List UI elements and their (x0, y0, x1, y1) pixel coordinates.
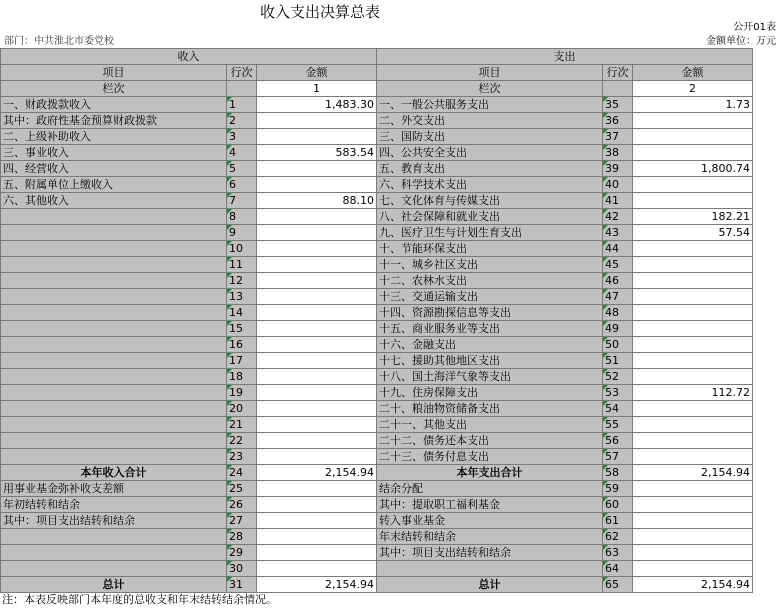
table-row (1, 369, 753, 385)
table-row (1, 289, 753, 305)
income-amount-cell[interactable]: 583.54 (257, 145, 377, 161)
income-amount-cell[interactable] (257, 561, 377, 577)
income-line-number: 3 (227, 129, 257, 145)
income-item-label (1, 225, 227, 241)
department-label: 部门：中共淮北市委党校 (4, 36, 114, 47)
expense-line-number: 62 (603, 529, 633, 545)
income-line-number: 5 (227, 161, 257, 177)
expense-item-label: 十二、农林水支出 (377, 273, 603, 289)
table-row (1, 401, 753, 417)
income-item-label: 四、经营收入 (1, 161, 227, 177)
expense-amount-cell[interactable] (633, 529, 753, 545)
income-line-number: 31 (227, 577, 257, 593)
table-row (1, 241, 753, 257)
expense-col-index: 2 (633, 81, 753, 97)
expense-amount-cell[interactable]: 182.21 (633, 209, 753, 225)
income-item-label: 年初结转和结余 (1, 497, 227, 513)
form-code: 公开01表 (733, 22, 776, 33)
expense-item-label: 总计 (377, 577, 603, 593)
expense-item-label: 十八、国土海洋气象等支出 (377, 369, 603, 385)
expense-amount-cell[interactable] (633, 449, 753, 465)
income-section-header: 收入 (1, 49, 377, 65)
expense-amount-cell[interactable] (633, 289, 753, 305)
income-line-number: 26 (227, 497, 257, 513)
table-row (1, 177, 753, 193)
income-line-number: 4 (227, 145, 257, 161)
income-amount-cell[interactable] (257, 209, 377, 225)
expense-amount-cell[interactable]: 112.72 (633, 385, 753, 401)
expense-amount-cell[interactable] (633, 129, 753, 145)
income-item-label: 其中：政府性基金预算财政拨款 (1, 113, 227, 129)
income-amount-cell[interactable] (257, 529, 377, 545)
expense-line-number: 61 (603, 513, 633, 529)
income-item-label (1, 337, 227, 353)
table-row (1, 385, 753, 401)
income-item-label: 总计 (1, 577, 227, 593)
expense-item-label: 四、公共安全支出 (377, 145, 603, 161)
income-item-label (1, 353, 227, 369)
expense-section-header: 支出 (377, 49, 753, 65)
expense-item-label: 十四、资源勘探信息等支出 (377, 305, 603, 321)
table-row (1, 209, 753, 225)
income-item-label (1, 369, 227, 385)
expense-item-header: 项目 (377, 65, 603, 81)
income-amount-cell[interactable] (257, 241, 377, 257)
table-row (1, 513, 753, 529)
income-item-label (1, 417, 227, 433)
table-row (1, 273, 753, 289)
expense-amount-cell[interactable]: 1.73 (633, 97, 753, 113)
income-line-number: 16 (227, 337, 257, 353)
income-line-number: 29 (227, 545, 257, 561)
expense-amount-cell[interactable]: 1,800.74 (633, 161, 753, 177)
income-item-label (1, 529, 227, 545)
income-item-label (1, 545, 227, 561)
section-header-row (1, 49, 753, 65)
expense-item-label: 二十三、债务付息支出 (377, 449, 603, 465)
income-line-number: 13 (227, 289, 257, 305)
income-amount-cell[interactable] (257, 497, 377, 513)
income-line-number: 21 (227, 417, 257, 433)
expense-amount-cell[interactable]: 2,154.94 (633, 577, 753, 593)
expense-line-number: 35 (603, 97, 633, 113)
income-amount-header: 金额 (257, 65, 377, 81)
expense-amount-cell[interactable] (633, 257, 753, 273)
income-amount-cell[interactable] (257, 113, 377, 129)
table-row (1, 529, 753, 545)
income-line-number: 1 (227, 97, 257, 113)
income-line-number: 28 (227, 529, 257, 545)
expense-amount-cell[interactable] (633, 545, 753, 561)
income-line-number: 2 (227, 113, 257, 129)
income-line-number: 11 (227, 257, 257, 273)
income-amount-cell[interactable] (257, 257, 377, 273)
income-item-label: 本年收入合计 (1, 465, 227, 481)
income-amount-cell[interactable] (257, 273, 377, 289)
income-line-number: 27 (227, 513, 257, 529)
income-line-number: 30 (227, 561, 257, 577)
expense-item-label: 九、医疗卫生与计划生育支出 (377, 225, 603, 241)
report-title: 收入支出决算总表 (259, 3, 380, 21)
income-amount-cell[interactable] (257, 385, 377, 401)
footnote: 注：本表反映部门本年度的总收支和年末结转结余情况。 (2, 593, 277, 606)
table-row (1, 433, 753, 449)
expense-item-label: 十九、住房保障支出 (377, 385, 603, 401)
income-item-label (1, 209, 227, 225)
table-row (1, 161, 753, 177)
income-amount-cell[interactable] (257, 337, 377, 353)
income-col-index: 1 (257, 81, 377, 97)
income-item-label: 三、事业收入 (1, 145, 227, 161)
unit-label: 金额单位：万元 (706, 36, 776, 47)
expense-amount-cell[interactable] (633, 273, 753, 289)
expense-amount-cell[interactable] (633, 401, 753, 417)
expense-amount-cell[interactable]: 2,154.94 (633, 465, 753, 481)
table-row (1, 577, 753, 593)
expense-item-label: 二十二、债务还本支出 (377, 433, 603, 449)
income-line-number: 17 (227, 353, 257, 369)
expense-amount-cell[interactable] (633, 369, 753, 385)
expense-item-label: 七、文化体育与传媒支出 (377, 193, 603, 209)
expense-line-number: 57 (603, 449, 633, 465)
expense-item-label: 十六、金融支出 (377, 337, 603, 353)
table-row (1, 497, 753, 513)
expense-line-number: 43 (603, 225, 633, 241)
expense-amount-cell[interactable] (633, 177, 753, 193)
table-row (1, 449, 753, 465)
expense-line-number: 47 (603, 289, 633, 305)
income-item-label (1, 561, 227, 577)
expense-line-number: 36 (603, 113, 633, 129)
expense-item-label: 十七、援助其他地区支出 (377, 353, 603, 369)
income-line-number: 24 (227, 465, 257, 481)
expense-item-label: 其中：提取职工福利基金 (377, 497, 603, 513)
expense-amount-cell[interactable] (633, 433, 753, 449)
table-row (1, 305, 753, 321)
expense-item-label: 十五、商业服务业等支出 (377, 321, 603, 337)
income-item-label: 五、附属单位上缴收入 (1, 177, 227, 193)
expense-amount-cell[interactable] (633, 305, 753, 321)
expense-line-number: 54 (603, 401, 633, 417)
expense-line-number: 38 (603, 145, 633, 161)
expense-amount-cell[interactable]: 57.54 (633, 225, 753, 241)
income-item-label (1, 257, 227, 273)
expense-item-label: 二十一、其他支出 (377, 417, 603, 433)
column-index-row (1, 81, 753, 97)
expense-item-label: 年末结转和结余 (377, 529, 603, 545)
income-item-label (1, 273, 227, 289)
income-col-label: 栏次 (1, 81, 227, 97)
expense-line-number: 55 (603, 417, 633, 433)
expense-line-number: 37 (603, 129, 633, 145)
income-line-number: 6 (227, 177, 257, 193)
income-item-label (1, 433, 227, 449)
expense-line-number: 56 (603, 433, 633, 449)
expense-line-number: 40 (603, 177, 633, 193)
table-row (1, 257, 753, 273)
expense-item-label: 本年支出合计 (377, 465, 603, 481)
income-line-number: 15 (227, 321, 257, 337)
expense-amount-cell[interactable] (633, 337, 753, 353)
income-amount-cell[interactable] (257, 161, 377, 177)
income-amount-cell[interactable] (257, 449, 377, 465)
expense-line-number: 65 (603, 577, 633, 593)
expense-amount-header: 金额 (633, 65, 753, 81)
table-row (1, 97, 753, 113)
expense-col-label: 栏次 (377, 81, 603, 97)
expense-amount-cell[interactable] (633, 321, 753, 337)
income-line-number: 10 (227, 241, 257, 257)
table-row (1, 545, 753, 561)
expense-line-number: 53 (603, 385, 633, 401)
table-row (1, 337, 753, 353)
income-amount-cell[interactable] (257, 433, 377, 449)
expense-line-number: 45 (603, 257, 633, 273)
income-item-label: 一、财政拨款收入 (1, 97, 227, 113)
table-row (1, 113, 753, 129)
income-amount-cell[interactable]: 88.10 (257, 193, 377, 209)
expense-col-line-blank (603, 81, 633, 97)
expense-amount-cell[interactable] (633, 481, 753, 497)
income-amount-cell[interactable] (257, 417, 377, 433)
income-amount-cell[interactable]: 2,154.94 (257, 577, 377, 593)
income-item-label (1, 305, 227, 321)
expense-item-label: 十一、城乡社区支出 (377, 257, 603, 273)
expense-item-label: 三、国防支出 (377, 129, 603, 145)
income-item-label (1, 289, 227, 305)
expense-line-number: 58 (603, 465, 633, 481)
income-amount-cell[interactable] (257, 305, 377, 321)
expense-line-number: 50 (603, 337, 633, 353)
income-item-label: 用事业基金弥补收支差额 (1, 481, 227, 497)
income-col-line-blank (227, 81, 257, 97)
income-expense-table (0, 48, 753, 593)
expense-amount-cell[interactable] (633, 513, 753, 529)
table-row (1, 465, 753, 481)
income-line-number: 25 (227, 481, 257, 497)
income-amount-cell[interactable] (257, 369, 377, 385)
expense-item-label: 十、节能环保支出 (377, 241, 603, 257)
expense-line-number: 46 (603, 273, 633, 289)
income-line-number: 14 (227, 305, 257, 321)
expense-amount-cell[interactable] (633, 193, 753, 209)
income-item-header: 项目 (1, 65, 227, 81)
income-amount-cell[interactable] (257, 545, 377, 561)
income-item-label (1, 385, 227, 401)
income-line-number: 20 (227, 401, 257, 417)
expense-item-label (377, 561, 603, 577)
expense-item-label: 六、科学技术支出 (377, 177, 603, 193)
table-row (1, 145, 753, 161)
expense-line-number: 42 (603, 209, 633, 225)
table-row (1, 561, 753, 577)
income-amount-cell[interactable] (257, 401, 377, 417)
table-row (1, 225, 753, 241)
income-line-header: 行次 (227, 65, 257, 81)
column-header-row (1, 65, 753, 81)
income-amount-cell[interactable]: 1,483.30 (257, 97, 377, 113)
expense-amount-cell[interactable] (633, 113, 753, 129)
expense-line-number: 39 (603, 161, 633, 177)
expense-item-label: 十三、交通运输支出 (377, 289, 603, 305)
table-row (1, 353, 753, 369)
income-line-number: 22 (227, 433, 257, 449)
table-row (1, 417, 753, 433)
income-item-label: 六、其他收入 (1, 193, 227, 209)
income-item-label (1, 321, 227, 337)
income-item-label: 其中：项目支出结转和结余 (1, 513, 227, 529)
income-line-number: 19 (227, 385, 257, 401)
income-item-label (1, 241, 227, 257)
income-amount-cell[interactable] (257, 481, 377, 497)
income-line-number: 23 (227, 449, 257, 465)
expense-line-number: 48 (603, 305, 633, 321)
income-item-label: 二、上级补助收入 (1, 129, 227, 145)
table-row (1, 481, 753, 497)
income-amount-cell[interactable] (257, 353, 377, 369)
income-amount-cell[interactable]: 2,154.94 (257, 465, 377, 481)
expense-line-header: 行次 (603, 65, 633, 81)
expense-item-label: 其中：项目支出结转和结余 (377, 545, 603, 561)
expense-line-number: 41 (603, 193, 633, 209)
income-line-number: 7 (227, 193, 257, 209)
income-line-number: 9 (227, 225, 257, 241)
expense-item-label: 二、外交支出 (377, 113, 603, 129)
income-amount-cell[interactable] (257, 321, 377, 337)
expense-line-number: 64 (603, 561, 633, 577)
expense-amount-cell[interactable] (633, 417, 753, 433)
table-row (1, 129, 753, 145)
expense-amount-cell[interactable] (633, 145, 753, 161)
expense-amount-cell[interactable] (633, 561, 753, 577)
expense-line-number: 52 (603, 369, 633, 385)
income-amount-cell[interactable] (257, 289, 377, 305)
expense-amount-cell[interactable] (633, 241, 753, 257)
income-item-label (1, 401, 227, 417)
expense-line-number: 44 (603, 241, 633, 257)
expense-line-number: 63 (603, 545, 633, 561)
expense-line-number: 60 (603, 497, 633, 513)
table-row (1, 193, 753, 209)
income-amount-cell[interactable] (257, 177, 377, 193)
expense-line-number: 49 (603, 321, 633, 337)
expense-item-label: 八、社会保障和就业支出 (377, 209, 603, 225)
expense-line-number: 59 (603, 481, 633, 497)
expense-line-number: 51 (603, 353, 633, 369)
expense-item-label: 五、教育支出 (377, 161, 603, 177)
income-line-number: 18 (227, 369, 257, 385)
income-line-number: 8 (227, 209, 257, 225)
expense-item-label: 结余分配 (377, 481, 603, 497)
expense-amount-cell[interactable] (633, 353, 753, 369)
income-line-number: 12 (227, 273, 257, 289)
expense-amount-cell[interactable] (633, 497, 753, 513)
expense-item-label: 一、一般公共服务支出 (377, 97, 603, 113)
income-amount-cell[interactable] (257, 225, 377, 241)
expense-item-label: 转入事业基金 (377, 513, 603, 529)
income-amount-cell[interactable] (257, 513, 377, 529)
table-row (1, 321, 753, 337)
income-item-label (1, 449, 227, 465)
expense-item-label: 二十、粮油物资储备支出 (377, 401, 603, 417)
income-amount-cell[interactable] (257, 129, 377, 145)
